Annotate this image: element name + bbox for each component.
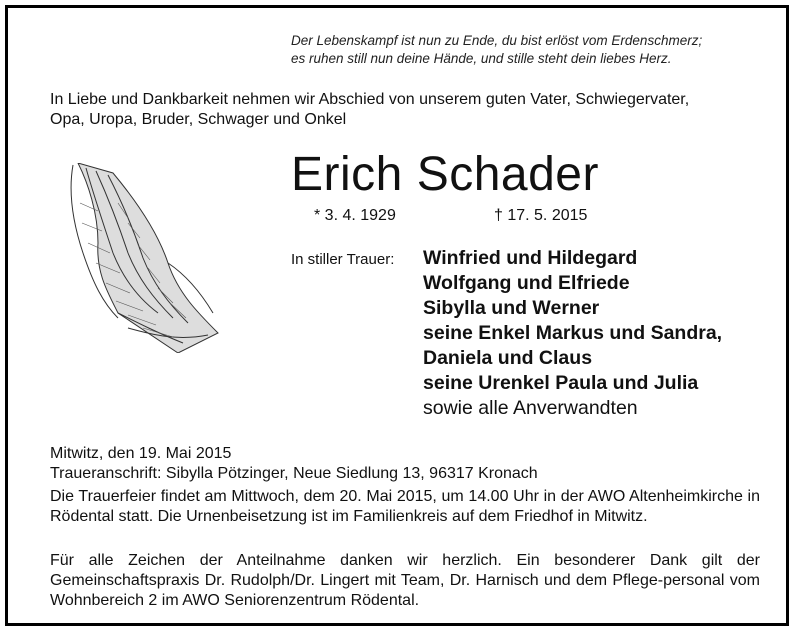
mourner-line: Winfried und Hildegard bbox=[423, 247, 638, 269]
mourner-line: Sibylla und Werner bbox=[423, 297, 600, 319]
intro-line-1: In Liebe und Dankbarkeit nehmen wir Abschied von unserem guten Vater, Schwiegervater, bbox=[50, 91, 690, 108]
mourner-line: seine Enkel Markus und Sandra, bbox=[423, 322, 723, 344]
praying-hands-icon bbox=[58, 163, 228, 353]
obituary-frame bbox=[5, 5, 789, 626]
deceased-name: Erich Schader bbox=[291, 148, 599, 201]
birth-date: * 3. 4. 1929 bbox=[314, 207, 396, 224]
place-date: Mitwitz, den 19. Mai 2015 bbox=[50, 445, 232, 462]
mourner-line: Daniela und Claus bbox=[423, 347, 593, 369]
death-date: † 17. 5. 2015 bbox=[494, 207, 588, 224]
thanks-text: Für alle Zeichen der Anteilnahme danken wir herzlich. Ein besonderer Dank gilt der Gemeinschaftspraxis Dr. Rudolph/Dr. Lingert mit Team, Dr. Harnisch und dem Pflege-personal vom Wohnbereich 2 im AWO Seniorenzentrum Rödental. bbox=[50, 552, 760, 609]
mourner-line: Wolfgang und Elfriede bbox=[423, 272, 630, 294]
quote-line-1: Der Lebenskampf ist nun zu Ende, du bist erlöst vom Erdenschmerz; bbox=[291, 33, 703, 48]
mourners-label: In stiller Trauer: bbox=[291, 251, 395, 268]
mourning-address: Traueranschrift: Sibylla Pötzinger, Neue Siedlung 13, 96317 Kronach bbox=[50, 465, 538, 482]
mourner-line: seine Urenkel Paula und Julia bbox=[423, 372, 699, 394]
ceremony-text: Die Trauerfeier findet am Mittwoch, dem 20. Mai 2015, um 14.00 Uhr in der AWO Altenheimkirche in Rödental statt. Die Urnenbeisetzung ist im Familienkreis auf dem Friedhof in Mitwitz. bbox=[50, 488, 760, 525]
quote-line-2: es ruhen still nun deine Hände, und stille steht dein liebes Herz. bbox=[291, 51, 672, 66]
intro-line-2: Opa, Uropa, Bruder, Schwager und Onkel bbox=[50, 111, 347, 128]
mourner-line: sowie alle Anverwandten bbox=[423, 397, 638, 419]
